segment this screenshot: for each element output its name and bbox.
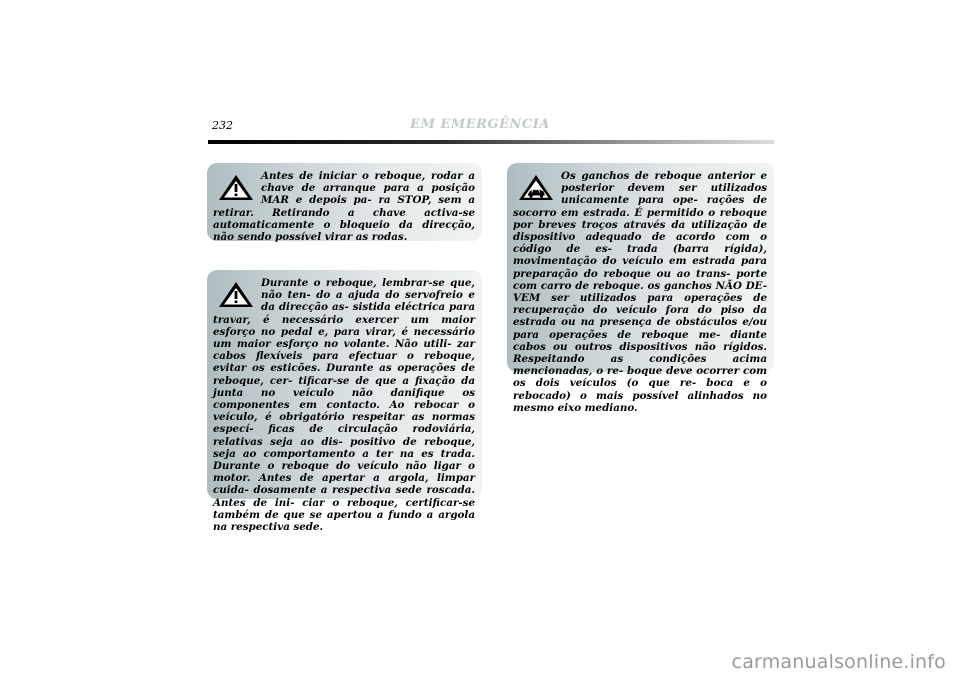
warning-triangle-icon	[217, 280, 255, 309]
warning-triangle-icon	[217, 173, 255, 202]
watermark: carmanualsonline.info	[731, 651, 946, 673]
section-title: EM EMERGÊNCIA	[410, 117, 550, 132]
warning-text-ignition: Antes de iniciar o reboque, rodar a chave de arranque para a posição MAR e depois pa- ra STOP, sem a retirar. Retirando a chave activa-se automaticamente o bloqueio da direcção, não sendo possível virar as rodas.	[213, 170, 475, 244]
warning-box-towing	[207, 270, 482, 534]
vehicle-damage-warning-icon	[517, 173, 555, 202]
warning-text-towing: Durante o reboque, lembrar-se que, não ten- do a ajuda do servofreio e da direcção as- sistida eléctrica para travar, é necessário exercer um maior esforço no pedal e, para virar, é necessário um maior esforço no volante. Não utili- zar cabos flexíveis para efectuar o reboque, evitar os esticões. Durante as operações de reboque, cer- tificar-se de que a fixação da junta no veículo não danifique os componentes em contacto. Ao rebocar o veículo, é obrigatório respeitar as normas especí- ficas de circulação rodoviária, relativas seja ao dis- positivo de reboque, seja ao comportamento a ter na es trada. Durante o reboque do veículo não ligar o motor. Antes de apertar a argola, limpar cuida- dosamente a respectiva sede roscada. Antes de ini- ciar o reboque, certificar-se também de que se apertou a fundo a argola na respectiva sede.	[213, 277, 475, 534]
page-number: 232	[212, 119, 233, 132]
warning-box-hooks	[507, 163, 774, 414]
warning-text-hooks: Os ganchos de reboque anterior e posterior devem ser utilizados unicamente para ope- rações de socorro em estrada. É permitido o reboque por breves troços através da utilização de dispositivo adequado de acordo com o código de es- trada (barra rígida), movimentação do veículo em estrada para preparação do reboque ou ao trans- porte com carro de reboque. os ganchos NÃO DE- VEM ser utilizados para operações de recuperação do veículo fora do piso da estrada ou na presença de obstáculos e/ou para operações de reboque me- diante cabos ou outros dispositivos não rígidos. Respeitando as condições acima mencionadas, o re- boque deve ocorrer com os dois veículos (o que re- boca e o rebocado) o mais possível alinhados no mesmo eixo mediano.	[513, 170, 767, 414]
header-rule	[208, 140, 774, 144]
warning-box-ignition	[207, 163, 482, 244]
